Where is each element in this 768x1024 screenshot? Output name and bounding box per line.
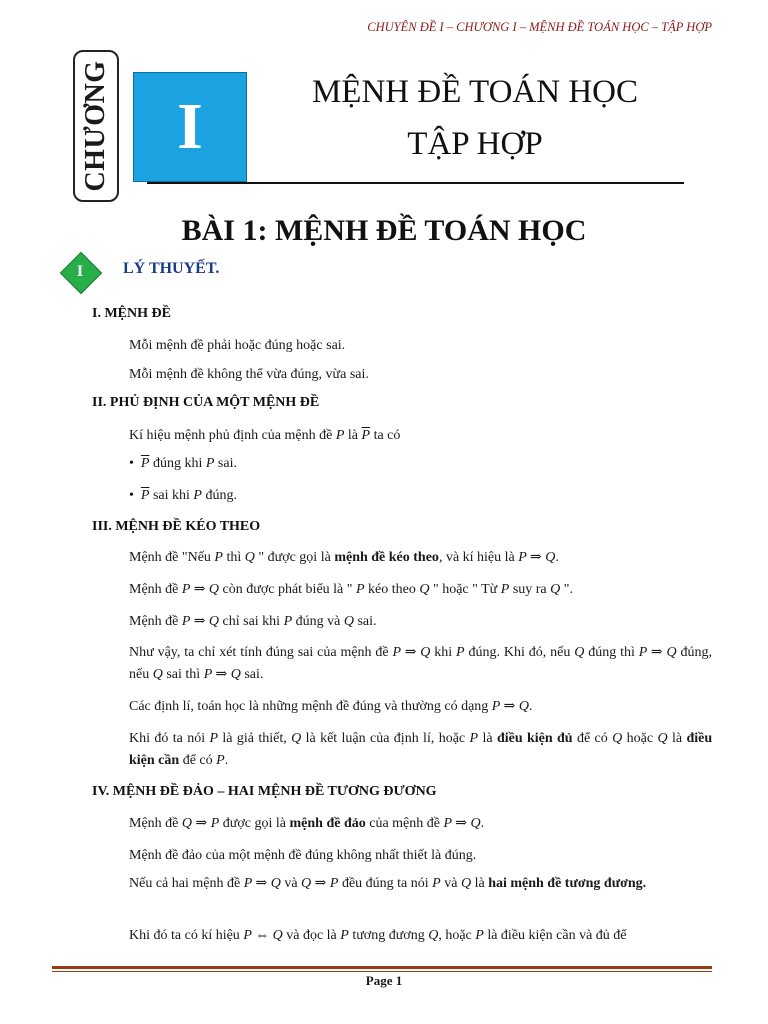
section-heading: II. PHỦ ĐỊNH CỦA MỘT MỆNH ĐỀ bbox=[92, 395, 320, 410]
paragraph: Nếu cả hai mệnh đề P ⇒ Q và Q ⇒ P đều đúng ta nói P và Q là hai mệnh đề tương đương. bbox=[129, 876, 647, 891]
paragraph: Mệnh đề P ⇒ Q còn được phát biểu là " P kéo theo Q " hoặc " Từ P suy ra Q ". bbox=[129, 582, 573, 597]
list-item: • $\overline{P}$ sai khi P đúng. bbox=[129, 488, 237, 503]
paragraph: Mệnh đề "Nếu P thì Q " được gọi là mệnh đề kéo theo, và kí hiệu là P ⇒ Q. bbox=[129, 550, 559, 565]
paragraph: Mệnh đề Q ⇒ P được gọi là mệnh đề đảo của mệnh đề P ⇒ Q. bbox=[129, 816, 485, 831]
footer-rule-thin bbox=[52, 971, 712, 972]
footer-rule bbox=[52, 966, 712, 969]
paragraph: Khi đó ta nói P là giả thiết, Q là kết luận của định lí, hoặc P là điều kiện đủ để có Q hoặc Q là điều kiện cần để có P. bbox=[129, 731, 713, 768]
paragraph: Mỗi mệnh đề phải hoặc đúng hoặc sai. bbox=[129, 338, 346, 353]
paragraph: Khi đó ta có kí hiệu P ⇔ Q và đọc là P tương đương Q, hoặc P là điều kiện cần và đủ để bbox=[129, 928, 627, 943]
list-item: • $\overline{P}$ đúng khi P sai. bbox=[129, 456, 237, 471]
chapter-title-line2: TẬP HỢP bbox=[407, 126, 543, 162]
paragraph: Mệnh đề đảo của một mệnh đề đúng không nhất thiết là đúng. bbox=[129, 848, 477, 863]
part-title: LÝ THUYẾT. bbox=[123, 260, 220, 277]
chapter-number-box bbox=[133, 72, 247, 182]
chapter-label-box bbox=[73, 50, 119, 202]
part-badge-number: I bbox=[76, 263, 84, 280]
chapter-number: I bbox=[177, 90, 203, 163]
paragraph: Các định lí, toán học là những mệnh đề đúng và thường có dạng P ⇒ Q. bbox=[129, 699, 533, 714]
section-heading: III. MỆNH ĐỀ KÉO THEO bbox=[92, 519, 261, 534]
section-heading: I. MỆNH ĐỀ bbox=[92, 306, 171, 321]
page-number: Page 1 bbox=[365, 973, 403, 988]
chapter-rule bbox=[147, 182, 684, 184]
paragraph: Kí hiệu mệnh phủ định của mệnh đề P là $\overline{P}$ ta có bbox=[129, 428, 401, 443]
lesson-title: BÀI 1: MỆNH ĐỀ TOÁN HỌC bbox=[181, 214, 587, 247]
running-header: CHUYÊN ĐỀ I – CHƯƠNG I – MỆNH ĐỀ TOÁN HỌC – TẬP HỢP bbox=[367, 20, 712, 34]
chapter-label: CHƯƠNG bbox=[80, 60, 111, 192]
paragraph: Như vậy, ta chỉ xét tính đúng sai của mệnh đề P ⇒ Q khi P đúng. Khi đó, nếu Q đúng thì P ⇒ Q đúng, nếu Q sai thì P ⇒ Q sai. bbox=[129, 645, 712, 682]
paragraph: Mệnh đề P ⇒ Q chỉ sai khi P đúng và Q sai. bbox=[129, 614, 377, 629]
chapter-title-line1: MỆNH ĐỀ TOÁN HỌC bbox=[311, 74, 639, 110]
paragraph: Mỗi mệnh đề không thể vừa đúng, vừa sai. bbox=[129, 367, 369, 382]
part-badge bbox=[60, 252, 100, 292]
section-heading: IV. MỆNH ĐỀ ĐẢO – HAI MỆNH ĐỀ TƯƠNG ĐƯƠNG bbox=[92, 784, 437, 799]
